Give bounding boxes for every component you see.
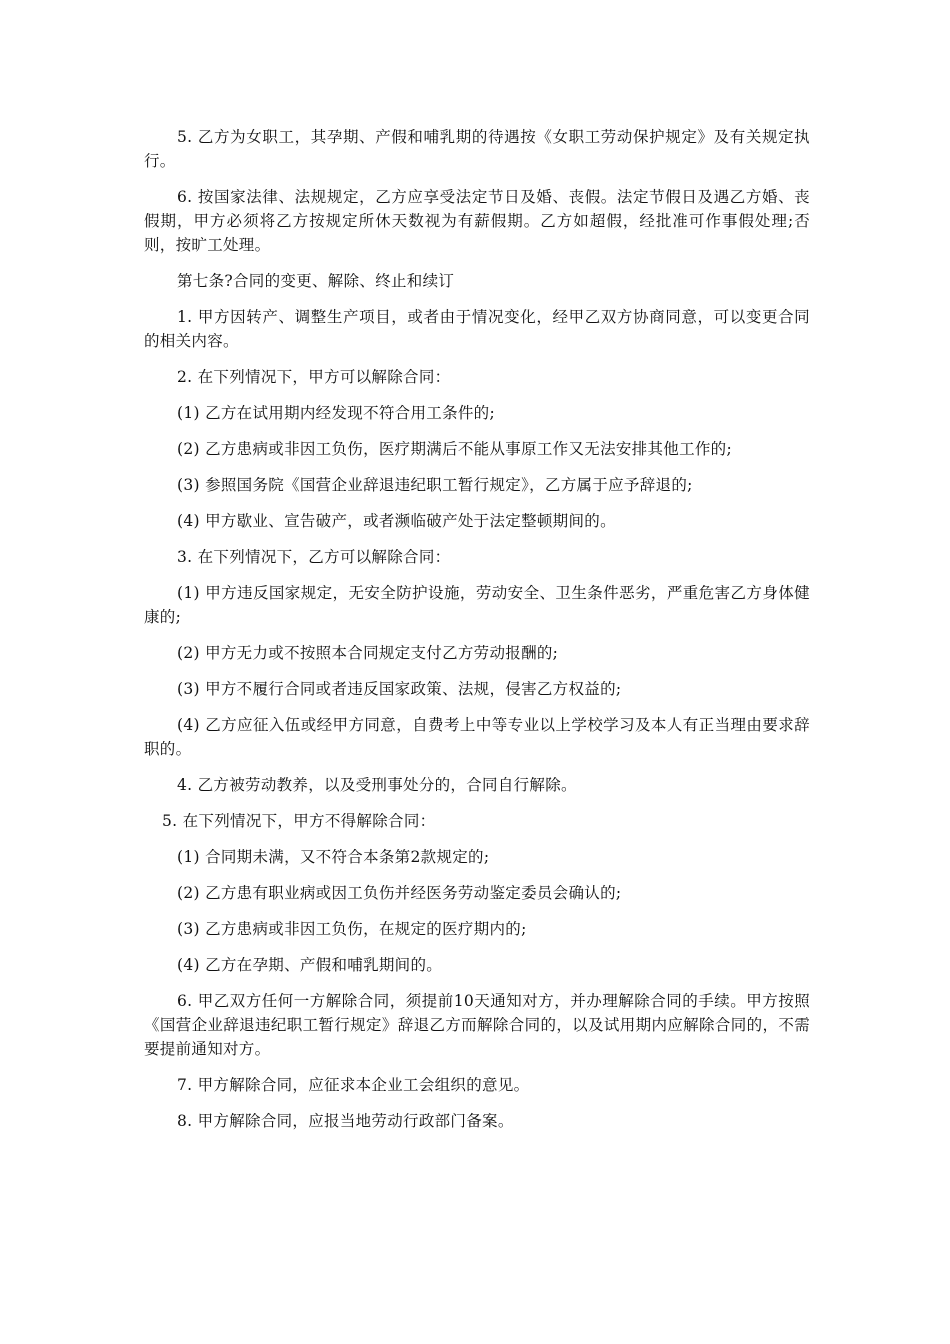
- paragraph: 2. 在下列情况下，甲方可以解除合同：: [177, 368, 451, 386]
- list-item: (3) 甲方不履行合同或者违反国家政策、法规，侵害乙方权益的;: [177, 680, 622, 698]
- paragraph: 5. 在下列情况下，甲方不得解除合同：: [162, 812, 436, 830]
- list-item: (3) 乙方患病或非因工负伤，在规定的医疗期内的;: [177, 920, 527, 938]
- paragraph: 6. 按国家法律、法规规定，乙方应享受法定节日及婚、丧假。法定节假日及遇乙方婚、丧假期，甲方必须将乙方按规定所休天数视为有薪假期。乙方如超假，经批准可作事假处理;否则，按旷工处理。: [144, 188, 810, 254]
- paragraph: 8. 甲方解除合同，应报当地劳动行政部门备案。: [177, 1112, 514, 1130]
- list-item: (4) 乙方在孕期、产假和哺乳期间的。: [177, 956, 443, 974]
- list-item: (2) 乙方患有职业病或因工负伤并经医务劳动鉴定委员会确认的;: [177, 884, 622, 902]
- list-item: (1) 甲方违反国家规定，无安全防护设施，劳动安全、卫生条件恶劣，严重危害乙方身体健康的;: [144, 584, 810, 626]
- section-heading: 第七条?合同的变更、解除、终止和续订: [177, 272, 455, 290]
- paragraph: 7. 甲方解除合同，应征求本企业工会组织的意见。: [177, 1076, 530, 1094]
- list-item: (3) 参照国务院《国营企业辞退违纪职工暂行规定》，乙方属于应予辞退的;: [177, 476, 693, 494]
- list-item: (1) 乙方在试用期内经发现不符合用工条件的;: [177, 404, 496, 422]
- document-body: [144, 125, 810, 1145]
- list-item: (2) 甲方无力或不按照本合同规定支付乙方劳动报酬的;: [177, 644, 559, 662]
- paragraph: 5. 乙方为女职工，其孕期、产假和哺乳期的待遇按《女职工劳动保护规定》及有关规定执行。: [144, 128, 810, 170]
- list-item: (4) 甲方歇业、宣告破产，或者濒临破产处于法定整顿期间的。: [177, 512, 616, 530]
- paragraph: 6. 甲乙双方任何一方解除合同，须提前10天通知对方，并办理解除合同的手续。甲方按照《国营企业辞退违纪职工暂行规定》辞退乙方而解除合同的，以及试用期内应解除合同的，不需要提前通知对方。: [144, 992, 810, 1058]
- list-item: (4) 乙方应征入伍或经甲方同意，自费考上中等专业以上学校学习及本人有正当理由要求辞职的。: [144, 716, 810, 758]
- paragraph: 4. 乙方被劳动教养，以及受刑事处分的，合同自行解除。: [177, 776, 577, 794]
- paragraph: 3. 在下列情况下，乙方可以解除合同：: [177, 548, 451, 566]
- list-item: (2) 乙方患病或非因工负伤，医疗期满后不能从事原工作又无法安排其他工作的;: [177, 440, 733, 458]
- paragraph: 1. 甲方因转产、调整生产项目，或者由于情况变化，经甲乙双方协商同意，可以变更合同的相关内容。: [144, 308, 810, 350]
- list-item: (1) 合同期未满，又不符合本条第2款规定的;: [177, 848, 490, 866]
